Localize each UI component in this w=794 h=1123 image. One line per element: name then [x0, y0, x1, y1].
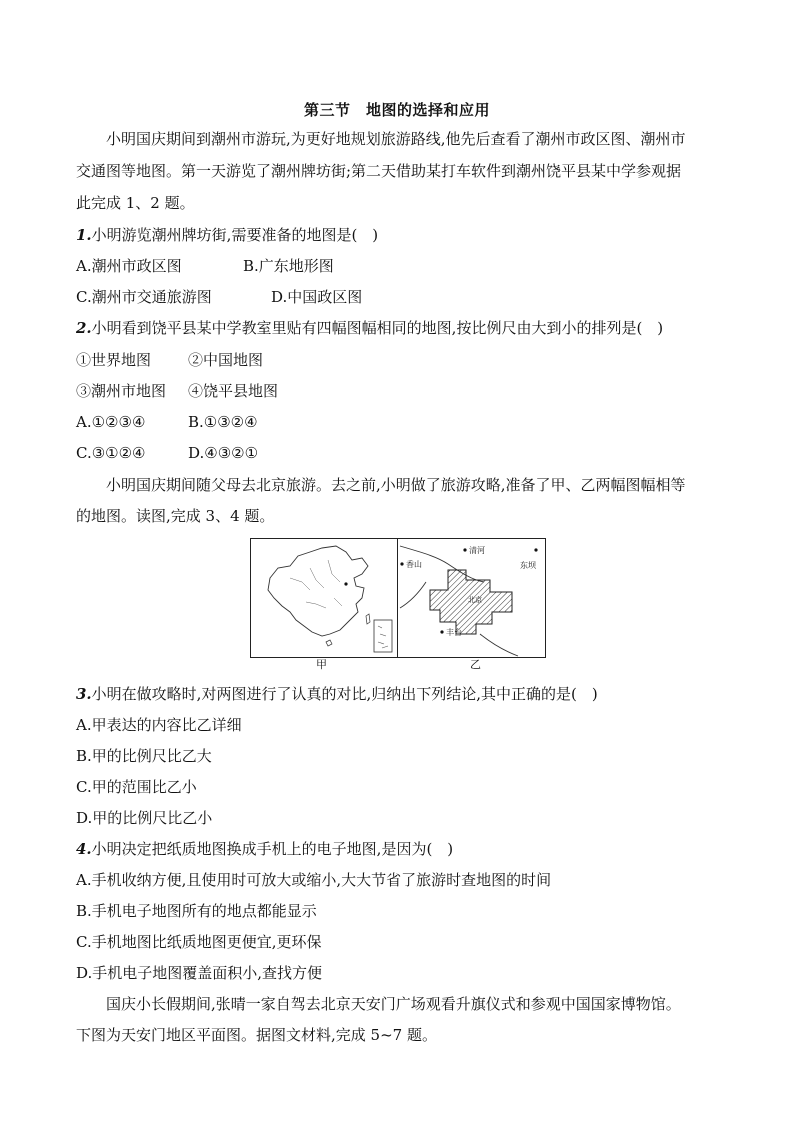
place-dongba-label: 东坝	[520, 561, 536, 570]
q4-number: 4.	[76, 840, 92, 858]
fengtai-dot	[440, 630, 443, 633]
xiangshan-dot	[400, 562, 403, 565]
q1-number: 1.	[76, 226, 92, 244]
q2-item-3: ③潮州市地图	[76, 382, 167, 400]
maps-figure	[250, 538, 546, 670]
dongba-dot	[534, 548, 537, 551]
q1-option-b: B.广东地形图	[243, 257, 334, 275]
q2-item-4: ④饶平县地图	[188, 382, 279, 400]
intro1-line3: 此完成 1、2 题。	[76, 194, 195, 212]
q1-stem: 小明游览潮州牌坊街,需要准备的地图是( )	[91, 226, 379, 244]
q1-option-a: A.潮州市政区图	[76, 257, 182, 275]
q4-option-c: C.手机地图比纸质地图更便宜,更环保	[76, 933, 322, 951]
beijing-dot-jia	[344, 582, 347, 585]
q3-stem-line	[76, 684, 598, 704]
south-sea-inset	[374, 620, 392, 652]
intro2-line1: 小明国庆期间随父母去北京旅游。去之前,小明做了旅游攻略,准备了甲、乙两幅图幅相等	[106, 476, 686, 494]
q2-item-2: ②中国地图	[188, 351, 264, 369]
q4-stem-line	[76, 839, 453, 859]
place-qinghe-label: 清河	[469, 546, 485, 555]
q2-stem-line	[76, 318, 663, 338]
q2-stem: 小明看到饶平县某中学教室里贴有四幅图幅相同的地图,按比例尺由大到小的排列是( )	[91, 319, 664, 337]
q2-option-a: A.①②③④	[76, 413, 146, 431]
q4-option-b: B.手机电子地图所有的地点都能显示	[76, 902, 317, 920]
q2-item-1: ①世界地图	[76, 351, 152, 369]
intro1-line2: 交通图等地图。第一天游览了潮州牌坊街;第二天借助某打车软件到潮州饶平县某中学参观据	[76, 162, 682, 180]
q2-number: 2.	[76, 319, 92, 337]
map-jia-caption: 甲	[316, 658, 327, 671]
q3-stem: 小明在做攻略时,对两图进行了认真的对比,归纳出下列结论,其中正确的是( )	[91, 685, 598, 703]
q1-option-c: C.潮州市交通旅游图	[76, 288, 212, 306]
q3-option-b: B.甲的比例尺比乙大	[76, 747, 212, 765]
place-xiangshan-label: 香山	[406, 560, 422, 569]
intro3-line2: 下图为天安门地区平面图。据图文材料,完成 5~7 题。	[76, 1026, 437, 1044]
intro1-line1: 小明国庆期间到潮州市游玩,为更好地规划旅游路线,他先后查看了潮州市政区图、潮州市	[106, 130, 686, 148]
q1-option-d: D.中国政区图	[271, 288, 363, 306]
q2-option-c: C.③①②④	[76, 444, 146, 462]
q4-option-d: D.手机电子地图覆盖面积小,查找方便	[76, 964, 323, 982]
q4-stem: 小明决定把纸质地图换成手机上的电子地图,是因为( )	[91, 840, 454, 858]
q3-number: 3.	[76, 685, 92, 703]
q4-option-a: A.手机收纳方便,且使用时可放大或缩小,大大节省了旅游时查地图的时间	[76, 871, 552, 889]
q2-option-d: D.④③②①	[188, 444, 259, 462]
page-title: 第三节 地图的选择和应用	[303, 101, 490, 119]
map-yi-caption: 乙	[470, 658, 481, 671]
place-fengtai-label: 丰台	[446, 628, 462, 637]
intro3-line1: 国庆小长假期间,张晴一家自驾去北京天安门广场观看升旗仪式和参观中国国家博物馆。	[106, 995, 681, 1013]
place-beijing-label: 北京	[468, 596, 482, 604]
q1-stem-line	[76, 225, 378, 245]
q3-option-a: A.甲表达的内容比乙详细	[76, 716, 242, 734]
intro2-line2: 的地图。读图,完成 3、4 题。	[76, 507, 275, 525]
taiwan-island-shape	[366, 614, 370, 624]
q3-option-d: D.甲的比例尺比乙小	[76, 809, 213, 827]
q2-option-b: B.①③②④	[188, 413, 258, 431]
qinghe-dot	[463, 548, 466, 551]
q3-option-c: C.甲的范围比乙小	[76, 778, 197, 796]
